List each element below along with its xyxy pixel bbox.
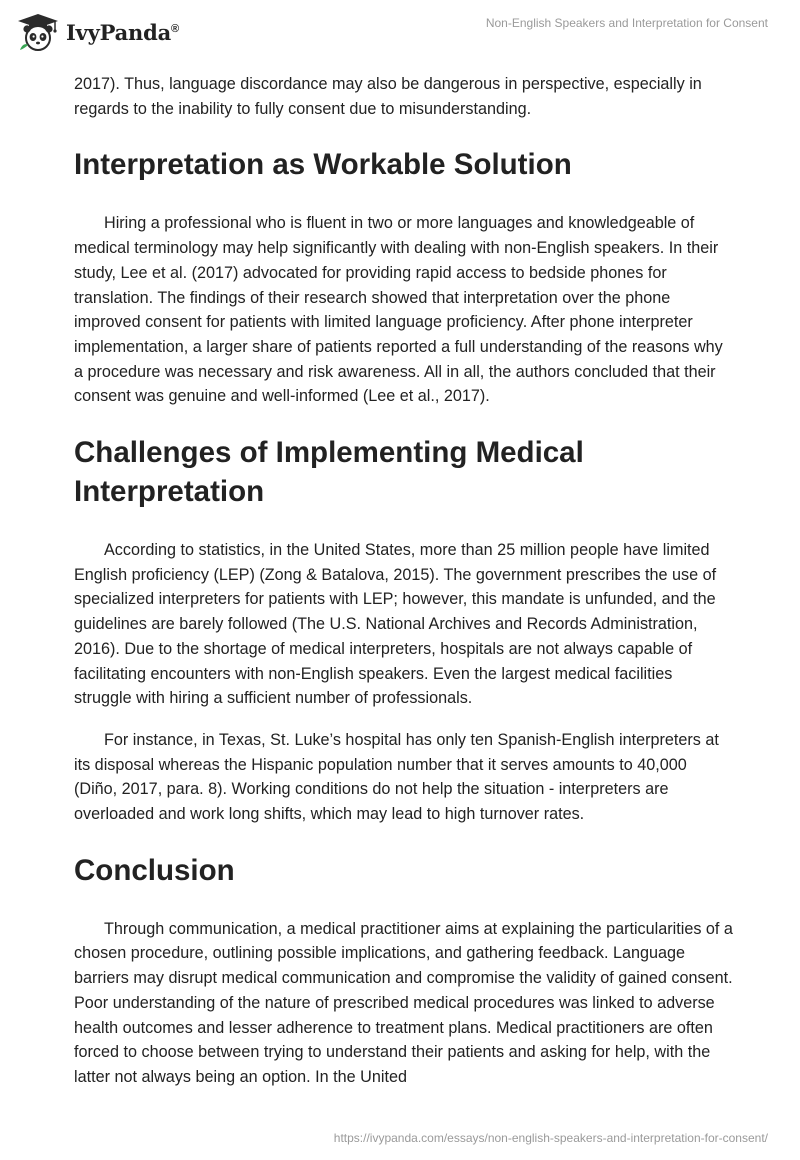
paragraph: Through communication, a medical practitioner aims at explaining the particularities of a chosen procedure, outlining possible implications, and gathering feedback. Language barriers may disrupt medical communication and compromise the validity of gained consent. Poor understanding of the nature of prescribed medical procedures was linked to adverse health outcomes and lesser adherence to treatment plans. Medical practitioners are often forced to choose between trying to understand their patients and asking for help, with the latter not always being an option. In the United xyxy=(74,919,733,1086)
logo[interactable] xyxy=(14,10,179,54)
page-header xyxy=(0,0,800,64)
intro-continuation-paragraph: 2017). Thus, language discordance may also be dangerous in perspective, especially in regards to the inability to fully consent due to misunderstanding. xyxy=(74,75,702,118)
source-url-link[interactable]: https://ivypanda.com/essays/non-english-speakers-and-interpretation-for-consent/ xyxy=(333,1131,768,1145)
section-heading-challenges: Challenges of Implementing Medical Interpretation xyxy=(74,436,584,509)
paragraph: Hiring a professional who is fluent in two or more languages and knowledgeable of medical terminology may help significantly with dealing with non-English speakers. In their study, Lee et al. (2017) advocated for providing rapid access to bedside phones for translation. The findings of their research showed that interpretation over the phone improved consent for patients with limited language proficiency. After phone interpreter implementation, a larger share of patients reported a full understanding of the reasons why a procedure was necessary and risk awareness. All in all, the authors concluded that their consent was genuine and well-informed (Lee et al., 2017). xyxy=(74,214,723,406)
logo-text: IvyPanda® xyxy=(66,19,179,45)
section-heading-interpretation: Interpretation as Workable Solution xyxy=(74,148,572,182)
essay-content xyxy=(74,72,734,1090)
paragraph: According to statistics, in the United States, more than 25 million people have limited English proficiency (LEP) (Zong & Batalova, 2015). The government prescribes the use of specialized interpreters for patients with LEP; however, this mandate is unfunded, and the guidelines are barely followed (The U.S. National Archives and Records Administration, 2016). Due to the shortage of medical interpreters, hospitals are not always capable of facilitating encounters with non-English speakers. Even the largest medical facilities struggle with hiring a sufficient number of professionals. xyxy=(74,541,717,708)
panda-logo-icon xyxy=(14,12,62,52)
paragraph-gap xyxy=(74,711,734,728)
registered-mark: ® xyxy=(171,22,179,35)
section-heading-conclusion: Conclusion xyxy=(74,853,235,887)
paragraph: For instance, in Texas, St. Luke’s hospital has only ten Spanish-English interpreters at its disposal whereas the Hispanic population number that it serves amounts to 40,000 (Diño, 2017, para. 8). Working conditions do not help the situation - interpreters are overloaded and work long shifts, which may lead to high turnover rates. xyxy=(74,730,719,824)
document-title: Non-English Speakers and Interpretation for Consent xyxy=(485,16,768,30)
